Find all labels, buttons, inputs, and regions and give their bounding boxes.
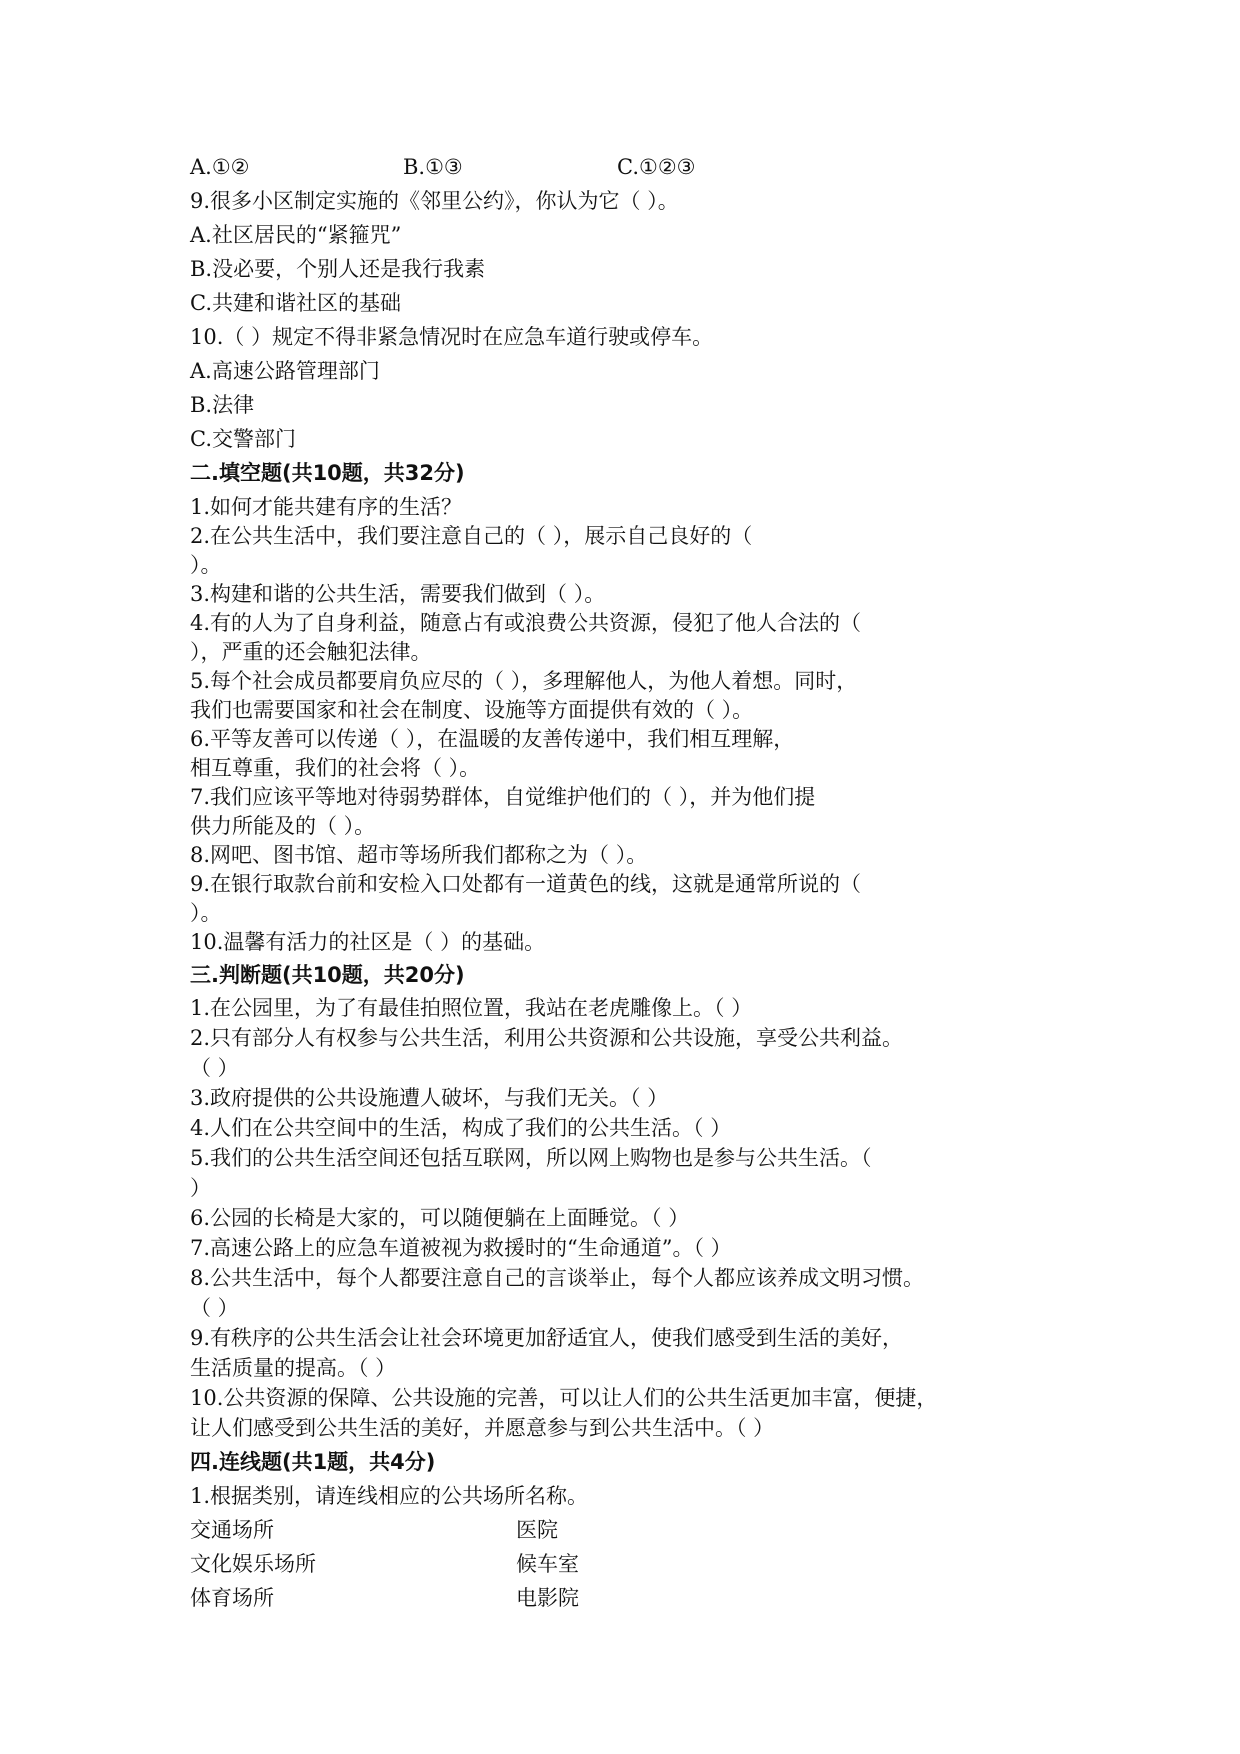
fill-line: ）。 (190, 553, 222, 577)
fill-line: ），严重的还会触犯法律。 (190, 640, 432, 664)
question-9-option-c: C.共建和谐社区的基础 (190, 291, 401, 315)
judge-line: 9.有秩序的公共生活会让社会环境更加舒适宜人，使我们感受到生活的美好， (190, 1326, 904, 1350)
fill-line: 2.在公共生活中，我们要注意自己的（ ），展示自己良好的（ (190, 524, 753, 548)
fill-line: 7.我们应该平等地对待弱势群体，自觉维护他们的（ ），并为他们提 (190, 785, 816, 809)
match-heading: 四.连线题(共1题，共4分) (190, 1450, 436, 1474)
judge-line: 3.政府提供的公共设施遭人破坏，与我们无关。（ ） (190, 1086, 669, 1110)
match-left-item: 体育场所 (190, 1586, 274, 1610)
judge-line: 8.公共生活中，每个人都要注意自己的言谈举止，每个人都应该养成文明习惯。 (190, 1266, 925, 1290)
judge-line: 10.公共资源的保障、公共设施的完善，可以让人们的公共生活更加丰富，便捷， (190, 1386, 938, 1410)
fill-line: 9.在银行取款台前和安检入口处都有一道黄色的线，这就是通常所说的（ (190, 872, 862, 896)
question-10-option-c: C.交警部门 (190, 427, 296, 451)
fill-line: 8.网吧、图书馆、超市等场所我们都称之为（ ）。 (190, 843, 648, 867)
fill-line: ）。 (190, 901, 222, 925)
question-9-option-a: A.社区居民的“紧箍咒” (190, 223, 402, 247)
judge-line: 生活质量的提高。（ ） (190, 1356, 397, 1380)
match-right-item: 电影院 (516, 1586, 579, 1610)
question-9-option-b: B.没必要，个别人还是我行我素 (190, 257, 486, 281)
judge-line: 让人们感受到公共生活的美好，并愿意参与到公共生活中。（ ） (190, 1416, 775, 1440)
fill-line: 4.有的人为了自身利益，随意占有或浪费公共资源，侵犯了他人合法的（ (190, 611, 862, 635)
fill-line: 6.平等友善可以传递（ ），在温暖的友善传递中，我们相互理解， (190, 727, 795, 751)
option-b: B.①③ (403, 155, 463, 179)
judge-line: 1.在公园里，为了有最佳拍照位置，我站在老虎雕像上。（ ） (190, 996, 753, 1020)
option-a: A.①② (190, 155, 250, 179)
judge-line: ） (190, 1176, 211, 1200)
match-left-item: 交通场所 (190, 1518, 274, 1542)
match-right-item: 候车室 (516, 1552, 579, 1576)
question-10-option-b: B.法律 (190, 393, 255, 417)
match-question: 1.根据类别，请连线相应的公共场所名称。 (190, 1484, 589, 1508)
judge-line: （ ） (190, 1296, 239, 1320)
fill-line: 我们也需要国家和社会在制度、设施等方面提供有效的（ ）。 (190, 698, 754, 722)
question-10: 10.（ ）规定不得非紧急情况时在应急车道行驶或停车。 (190, 325, 714, 349)
judge-line: （ ） (190, 1056, 239, 1080)
match-left-item: 文化娱乐场所 (190, 1552, 316, 1576)
fill-line: 1.如何才能共建有序的生活？ (190, 495, 463, 519)
judge-line: 4.人们在公共空间中的生活，构成了我们的公共生活。（ ） (190, 1116, 732, 1140)
fill-line: 10.温馨有活力的社区是（ ）的基础。 (190, 930, 546, 954)
judge-heading: 三.判断题(共10题，共20分) (190, 963, 465, 987)
fill-line: 供力所能及的（ ）。 (190, 814, 376, 838)
judge-line: 6.公园的长椅是大家的，可以随便躺在上面睡觉。（ ） (190, 1206, 690, 1230)
judge-line: 5.我们的公共生活空间还包括互联网，所以网上购物也是参与公共生活。（ (190, 1146, 872, 1170)
option-c: C.①②③ (617, 155, 696, 179)
question-9: 9.很多小区制定实施的《邻里公约》，你认为它（ ）。 (190, 189, 679, 213)
judge-line: 7.高速公路上的应急车道被视为救援时的“生命通道”。（ ） (190, 1236, 732, 1260)
question-10-option-a: A.高速公路管理部门 (190, 359, 380, 383)
fill-line: 相互尊重，我们的社会将（ ）。 (190, 756, 481, 780)
fill-line: 5.每个社会成员都要肩负应尽的（ ），多理解他人，为他人着想。同时， (190, 669, 858, 693)
match-right-item: 医院 (516, 1518, 558, 1542)
judge-line: 2.只有部分人有权参与公共生活，利用公共资源和公共设施，享受公共利益。 (190, 1026, 904, 1050)
fill-line: 3.构建和谐的公共生活，需要我们做到（ ）。 (190, 582, 606, 606)
fill-heading: 二.填空题(共10题，共32分) (190, 461, 465, 485)
